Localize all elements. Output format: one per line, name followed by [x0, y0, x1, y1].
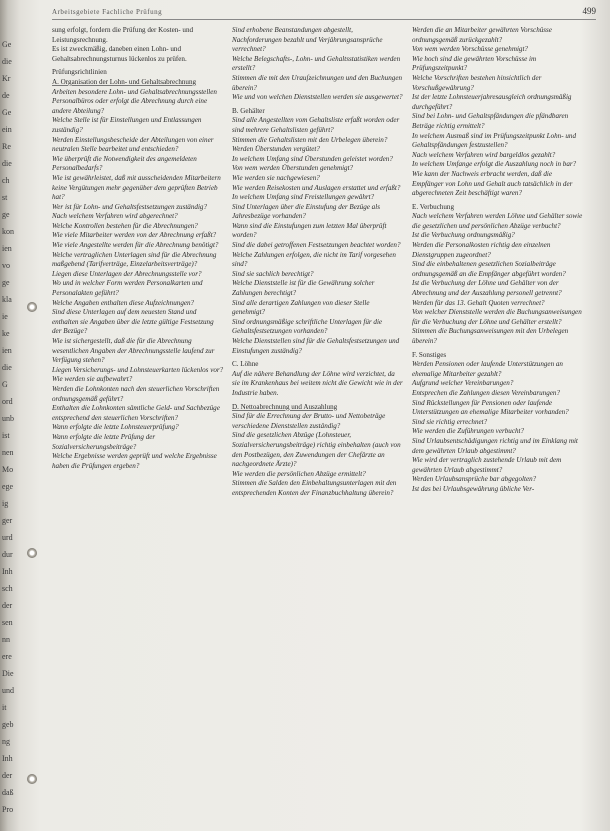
binder-ring — [27, 774, 37, 784]
binding-text-fragment: urd — [2, 533, 13, 542]
binding-text-fragment: ege — [2, 482, 14, 491]
binding-text-fragment: Pro — [2, 805, 14, 814]
checklist-item: Welche Stelle ist für Einstellungen und Entlassungen zuständig? — [52, 116, 202, 134]
checklist-item: Welche Angaben enthalten diese Aufzeichnungen? — [52, 298, 195, 307]
checklist-item: Wie werden Reisekosten und Auslagen erstattet und erfaßt? — [232, 183, 401, 192]
checklist-item: Arbeiten besondere Lohn- und Gehaltsabrechnungsstellen Personalbüros oder erfolgt die Abrechnung durch eine andere Abteilung? — [52, 87, 217, 115]
binding-text-fragment: ien — [2, 346, 12, 355]
checklist-item: Sind Urlaubsentschädigungen richtig und im Einklang mit dem gewährten Urlaub abgestimmt? — [412, 436, 578, 455]
section-heading: Prüfungsrichtlinien — [52, 68, 107, 77]
binding-text-fragment: ie — [2, 312, 8, 321]
binding-text-fragment: ch — [2, 176, 10, 185]
checklist-item: Werden die Lohnkonten nach den steuerlichen Vorschriften ordnungsgemäß geführt? — [52, 384, 220, 403]
checklist-item: In welchem Umfange erfolgt die Auszahlung noch in bar? — [412, 160, 577, 169]
checklist-item: Werden die Personalkosten richtig den einzelnen Dienstgruppen zugeordnet? — [412, 241, 551, 259]
binding-text-fragment: Ge — [2, 108, 12, 117]
checklist-item: Ist die Verbuchung ordnungsmäßig? — [412, 231, 515, 240]
checklist-item: Welche Belegschafts-, Lohn- und Gehaltsstatistiken werden erstellt? — [232, 54, 401, 73]
binder-ring — [27, 548, 37, 558]
checklist-item: Aufgrund welcher Vereinbarungen? — [412, 379, 514, 388]
binding-text-fragment: die — [2, 57, 12, 66]
checklist-item: Werden Urlaubsansprüche bar abgegolten? — [412, 475, 537, 484]
binding-text-fragment: sen — [2, 618, 13, 627]
checklist-item: Sind alle Angestellten vom Gehaltsliste erfaßt worden oder sind mehrere Gehaltslisten geführt? — [232, 116, 400, 134]
checklist-item: Sind bei Lohn- und Gehaltspfändungen die pfändbaren Beträge richtig ermittelt? — [412, 112, 569, 130]
checklist-item: Werden die an Mitarbeiter gewährten Vorschüsse ordnungsgemäß zurückgezahlt? — [412, 26, 552, 44]
binding-text-fragment: die — [2, 159, 12, 168]
binding-text-fragment: ge — [2, 210, 10, 219]
checklist-item: Auf die nähere Behandlung der Löhne wird verzichtet, da sie im Krankenhaus bei weitem nicht die Gewicht wie in der Industrie haben. — [232, 369, 403, 397]
checklist-item: Welche Ergebnisse werden geprüft und welche Ergebnisse haben die Prüfungen ergeben? — [52, 452, 217, 470]
checklist-item: Sind Rückstellungen für Pensionen oder laufende Unterstützungen an ehemalige Mitarbeiter vorhanden? — [412, 398, 569, 417]
checklist-item: Wie werden die Zuführungen verbucht? — [412, 427, 525, 436]
binding-text-fragment: ke — [2, 329, 10, 338]
checklist-item: Nach welchem Verfahren werden Löhne und Gehälter sowie die gesetzlichen und persönlichen Abzüge verbucht? — [412, 212, 583, 230]
checklist-item: Sind die dabei getroffenen Festsetzungen beachtet worden? — [232, 241, 401, 250]
header-rule — [52, 19, 596, 20]
checklist-item: Sind ordnungsmäßige schriftliche Unterlagen für die Gehaltsfestsetzungen vorhanden? — [232, 317, 383, 336]
checklist-item: Liegen diese Unterlagen der Abrechnungsstelle vor? — [52, 269, 202, 278]
checklist-item: Welche vertraglichen Unterlagen sind für die Abrechnung maßgebend (Tarifverträge, Einzelarbeitsverträge)? — [52, 250, 217, 269]
checklist-item: Wie werden die persönlichen Abzüge ermittelt? — [232, 469, 366, 478]
checklist-item: Wo und in welcher Form werden Personalkarten und Personalakten geführt? — [52, 279, 203, 298]
binder-ring — [27, 302, 37, 312]
binding-edge — [0, 0, 28, 831]
text-column-3 — [412, 26, 584, 495]
binding-text-fragment: it — [2, 703, 7, 712]
binding-text-fragment: nen — [2, 448, 14, 457]
checklist-item: Ist das bei Urlaubsgewährung übliche Ver- — [412, 484, 535, 493]
checklist-item: Welche Dienststelle ist für die Gewährung solcher Zahlungen berechtigt? — [232, 279, 375, 298]
text-column-2 — [232, 26, 404, 499]
binding-text-fragment: die — [2, 363, 12, 372]
binding-text-fragment: Die — [2, 669, 14, 678]
binding-text-fragment: Mo — [2, 465, 14, 474]
binding-text-fragment: Inh — [2, 754, 13, 763]
binding-text-fragment: Re — [2, 142, 11, 151]
checklist-item: Liegen Versicherungs- und Lohnsteuerkarten lückenlos vor? — [52, 365, 224, 374]
checklist-item: Wie viele Angestellte werden für die Abrechnung benötigt? — [52, 241, 219, 250]
binding-text-fragment: kon — [2, 227, 14, 236]
checklist-item: Wer ist für Lohn- und Gehaltsfestsetzungen zuständig? — [52, 202, 208, 211]
checklist-item: Enthalten die Lohnkonten sämtliche Geld- und Sachbezüge entsprechend den steuerlichen Vorschriften? — [52, 404, 220, 422]
checklist-item: In welchem Umfang sind Freistellungen gewährt? — [232, 193, 375, 202]
checklist-item: Ist der letzte Lohnsteuerjahresausgleich ordnungsmäßig durchgeführt? — [412, 93, 572, 111]
section-heading: D. Nettoabrechnung und Auszahlung — [232, 402, 338, 411]
page-number: 499 — [582, 6, 596, 16]
binding-text-fragment: vo — [2, 261, 10, 270]
checklist-item: Nach welchem Verfahren wird bargeldlos gezahlt? — [412, 150, 556, 159]
binding-text-fragment: der — [2, 601, 13, 610]
checklist-item: Wie ist sichergestellt, daß die für die Abrechnung wesentlichen Angaben der Abrechnungsstelle laufend zur Verfügung stehen? — [52, 337, 215, 365]
checklist-item: Wie werden sie aufbewahrt? — [52, 375, 133, 384]
binding-text-fragment: de — [2, 91, 10, 100]
binding-text-fragment: ord — [2, 397, 13, 406]
checklist-item: Sind Unterlagen über die Einstufung der Bezüge als Jahresbezüge vorhanden? — [232, 202, 380, 221]
checklist-item: Ist die Verbuchung der Löhne und Gehälter von der Abrechnung und der Auszahlung personell getrennt? — [412, 279, 562, 298]
checklist-item: Werden Einstellungsbescheide der Abteilungen von einer neutralen Stelle bearbeitet und entschieden? — [52, 135, 214, 154]
section-heading: F. Sonstiges — [412, 350, 447, 359]
section-heading: E. Verbuchung — [412, 202, 455, 211]
binding-text-fragment: st — [2, 193, 8, 202]
text-column-1 — [52, 26, 224, 471]
checklist-item: Wie viele Mitarbeiter werden von der Abrechnung erfaßt? — [52, 231, 217, 240]
binding-text-fragment: unb — [2, 414, 14, 423]
section-heading: B. Gehälter — [232, 106, 265, 115]
binding-text-fragment: ere — [2, 652, 12, 661]
checklist-item: Wie werden sie nachgewiesen? — [232, 173, 320, 182]
checklist-item: Stimmen die Gehaltslisten mit den Urbelegen überein? — [232, 135, 388, 144]
checklist-item: Werden Pensionen oder laufende Unterstützungen an ehemalige Mitarbeiter gezahlt? — [412, 360, 563, 378]
binding-text-fragment: ng — [2, 737, 10, 746]
binding-text-fragment: Ge — [2, 40, 12, 49]
checklist-item: Von welcher Dienststelle werden die Buchungsanweisungen für die Verbuchung der Löhne und Gehälter erstellt? — [412, 308, 582, 326]
binding-text-fragment: dur — [2, 550, 13, 559]
checklist-item: Werden für das 13. Gehalt Quoten verrechnet? — [412, 298, 545, 307]
checklist-item: Wie überprüft die Notwendigkeit des angemeldeten Personalbedarfs? — [52, 154, 197, 173]
checklist-item: Stimmen die mit den Urauſzeichnungen und den Buchungen überein? — [232, 73, 403, 92]
checklist-item: In welchem Ausmaß sind im Prüfungszeitpunkt Lohn- und Gehaltspfändungen festzustellen? — [412, 131, 577, 150]
binding-text-fragment: ig — [2, 499, 9, 508]
checklist-item: Welche Dienststellen sind für die Gehaltsfestsetzungen und Einstufungen zuständig? — [232, 337, 400, 355]
checklist-item: sung erfolgt, fordern die Prüfung der Kosten- und Leistungsrechnung. — [52, 26, 194, 44]
checklist-item: Nach welchem Verfahren wird abgerechnet? — [52, 212, 178, 221]
checklist-item: Sind die gesetzlichen Abzüge (Lohnsteuer, Sozialversicherungsbeiträge) richtig einbehalten (auch von den Postbezügen, den Zuwendungen der Chefärzte an nachgeordnete Ärzte)? — [232, 431, 401, 469]
checklist-item: Wie wird der vertraglich zustehende Urlaub mit dem gewährten Urlaub abgestimmt? — [412, 456, 562, 474]
checklist-item: Wann erfolgte die letzte Lohnsteuerprüfung? — [52, 423, 179, 432]
checklist-item: Wie und von welchen Dienststellen werden sie ausgewertet? — [232, 93, 403, 102]
checklist-item: Stimmen die Buchungsanweisungen mit den Urbelegen überein? — [412, 327, 569, 345]
checklist-item: Entsprechen die Zahlungen diesen Vereinbarungen? — [412, 388, 561, 397]
binding-text-fragment: ger — [2, 516, 13, 525]
binding-text-fragment: ist — [2, 431, 10, 440]
binding-text-fragment: ein — [2, 125, 12, 134]
binding-text-fragment: geb — [2, 720, 14, 729]
binding-text-fragment: G — [2, 380, 8, 389]
binding-text-fragment: ien — [2, 244, 12, 253]
binding-text-fragment: nn — [2, 635, 10, 644]
binding-text-fragment: sch — [2, 584, 13, 593]
section-heading: C. Löhne — [232, 360, 259, 369]
checklist-item: Wie kann der Nachweis erbracht werden, daß die Empfänger von Lohn und Gehalt auch tatsächlich in der abgerechneten Zeit beschäftigt waren? — [412, 169, 573, 198]
checklist-item: Stimmen die Salden den Einbehaltungsunterlagen mit den entsprechenden Konten der Finanzbuchhaltung überein? — [232, 479, 397, 497]
checklist-item: Wie hoch sind die gewährten Vorschüsse im Prüfungszeitpunkt? — [412, 54, 537, 73]
checklist-item: Sind sie richtig errechnet? — [412, 417, 488, 426]
binding-text-fragment: Inh — [2, 567, 13, 576]
checklist-item: In welchem Umfang sind Überstunden geleistet worden? — [232, 154, 393, 163]
checklist-item: Wann erfolgte die letzte Prüfung der Sozialversicherungsbeiträge? — [52, 432, 156, 451]
binding-text-fragment: kla — [2, 295, 12, 304]
binding-text-fragment: Kr — [2, 74, 11, 83]
checklist-item: Es ist zweckmäßig, daneben einen Lohn- und Gehaltsabrechnungsturnus lückenlos zu prüfen. — [52, 45, 187, 63]
binding-text-fragment: und — [2, 686, 14, 695]
checklist-item: Sind für die Errechnung der Brutto- und Nettobeträge verschiedene Dienststellen zuständig? — [232, 412, 386, 430]
checklist-item: Welche Kontrollen bestehen für die Abrechnungen? — [52, 221, 198, 230]
checklist-item: A. Organisation der Lohn- und Gehaltsabrechnung — [52, 77, 197, 86]
running-header: Arbeitsgebiete Fachliche Prüfung — [52, 8, 163, 16]
checklist-item: Sind alle derartigen Zahlungen von dieser Stelle genehmigt? — [232, 298, 370, 317]
checklist-item: Sind sie sachlich berechtigt? — [232, 269, 314, 278]
binding-text-fragment: der — [2, 771, 13, 780]
checklist-item: Wann sind die Einstufungen zum letzten Mal überprüft worden? — [232, 221, 387, 240]
checklist-item: Von wem werden Überstunden genehmigt? — [232, 164, 354, 173]
checklist-item: Sind erhobene Beanstandungen abgestellt, Nachforderungen bezahlt und Verjährungsansprüche verrechnet? — [232, 26, 383, 54]
checklist-item: Von wem werden Vorschüsse genehmigt? — [412, 45, 528, 54]
checklist-item: Welche Zahlungen erfolgen, die nicht im Tarif vorgesehen sind? — [232, 250, 396, 269]
checklist-item: Sind die einbehaltenen gesetzlichen Sozialbeiträge ordnungsgemäß an die Empfänger abgeführt worden? — [412, 260, 566, 278]
checklist-item: Werden Überstunden vergütet? — [232, 145, 320, 154]
checklist-item: Wie ist gewährleistet, daß mit ausscheidenden Mitarbeitern keine Vergütungen mehr gegenüber dem geprüften Betrieb hat? — [52, 173, 221, 202]
binding-text-fragment: daß — [2, 788, 14, 797]
checklist-item: Sind diese Unterlagen auf dem neuesten Stand und enthalten sie Angaben über die letzte gültige Festsetzung der Bezüge? — [52, 308, 214, 336]
binding-text-fragment: ge — [2, 278, 10, 287]
checklist-item: Welche Vorschriften bestehen hinsichtlich der Vorschußgewährung? — [412, 73, 542, 92]
